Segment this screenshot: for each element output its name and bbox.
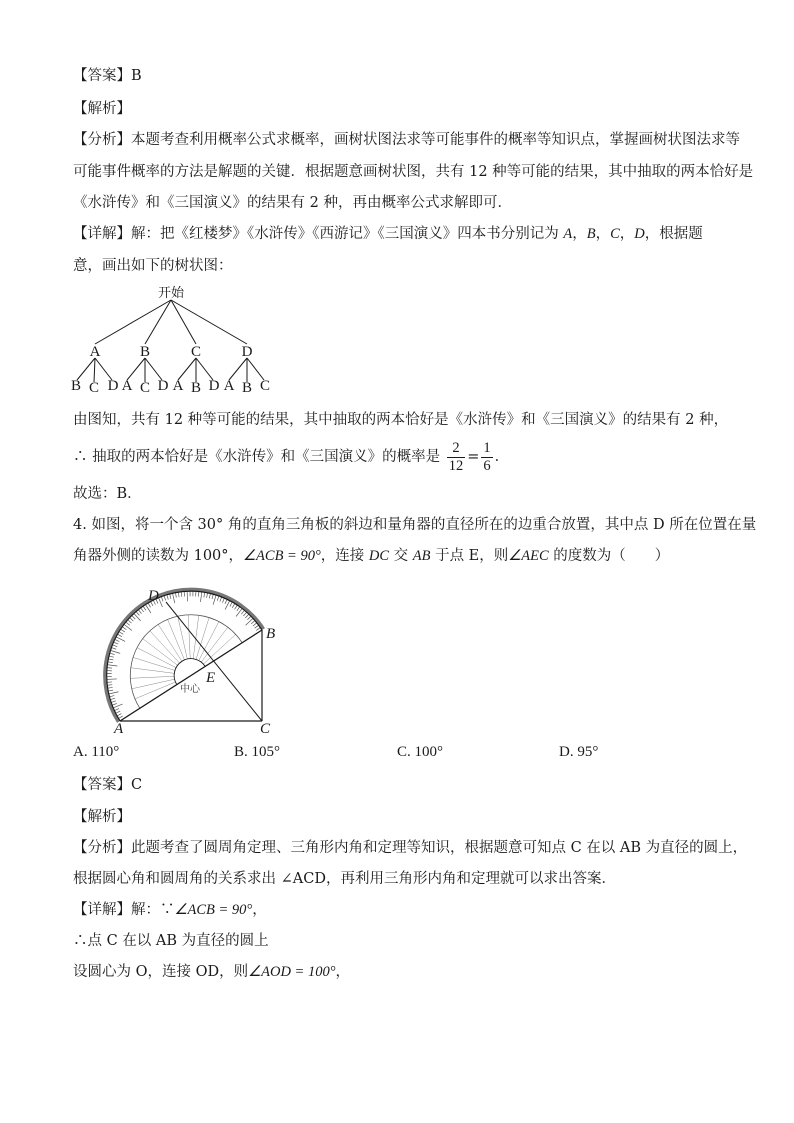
q4-detail-line-2: ∴点 C 在以 AB 为直径的圆上 <box>73 933 269 949</box>
fraction-numerator: 2 <box>447 440 466 458</box>
protractor-tick <box>141 608 144 612</box>
protractor-tick <box>122 627 126 630</box>
q4-analysis-line-1: 【分析】此题考查了圆周角定理、三角形内角和定理等知识，根据题意可知点 C 在以 AB 为直径的圆上， <box>73 840 748 856</box>
point-label-e: E <box>206 670 216 686</box>
protractor-tick <box>107 685 112 686</box>
protractor-tick <box>109 656 114 657</box>
tree-leaf: C <box>88 380 100 396</box>
protractor-tick <box>119 632 123 635</box>
protractor-tick <box>108 690 113 691</box>
protractor-spoke <box>203 634 235 664</box>
protractor-tick <box>114 709 119 711</box>
segment-ab: AB <box>412 548 431 564</box>
protractor-tick <box>246 618 253 625</box>
q3-detail-line-2: 意，画出如下的树状图： <box>73 258 233 274</box>
protractor-tick <box>126 622 130 625</box>
protractor-spoke <box>158 624 182 661</box>
protractor-tick <box>212 594 213 599</box>
protractor-tick <box>121 629 125 632</box>
protractor-spoke <box>130 676 174 678</box>
tree-leaf: B <box>241 380 253 396</box>
fraction-denominator: 12 <box>448 457 464 474</box>
tree-diagram <box>68 284 288 394</box>
protractor-tick <box>232 603 235 607</box>
protractor-tick <box>128 620 132 623</box>
tree-node-c: C <box>190 344 202 360</box>
protractor-tick <box>220 597 222 602</box>
period: ． <box>494 449 510 465</box>
var-c: C <box>610 226 620 242</box>
protractor-tick <box>245 614 248 618</box>
angle-aod: ∠AOD = 100° <box>248 964 336 980</box>
protractor-tick <box>181 592 182 597</box>
q4-stem-text-c: 交 <box>389 548 413 564</box>
protractor-tick <box>117 714 121 716</box>
angle-aec: ∠AEC <box>508 548 549 564</box>
q4-stem-text-b: ，连接 <box>320 548 369 564</box>
q3-analysis-line-2: 可能事件概率的方法是解题的关键．根据题意画树状图，共有 12 种等可能的结果，其中抽取的两本恰好是 <box>73 164 754 180</box>
tree-node-b: B <box>139 344 151 360</box>
angle-acb-detail: ∠ACB = 90° <box>174 902 253 918</box>
protractor-tick <box>117 634 121 636</box>
tree-leaf: C <box>139 380 151 396</box>
protractor-tick <box>110 698 115 699</box>
q4-analysis-line-2: 根据圆心角和圆周角的关系求出 ∠ACD，再利用三角形内角和定理就可以求出答案． <box>73 871 616 887</box>
q3-analysis-line-1: 【分析】本题考查利用概率公式求概率，画树状图法求等可能事件的概率等知识点，掌握画树状图法求等 <box>73 132 740 148</box>
protractor-tick <box>136 612 139 616</box>
option-a[interactable]: A. 110° <box>73 744 120 760</box>
protractor-tick <box>253 623 257 626</box>
tree-leaf: D <box>157 378 169 394</box>
protractor-tick <box>132 616 136 620</box>
protractor-tick <box>108 662 113 663</box>
protractor-tick <box>213 595 216 605</box>
protractor-tick <box>204 592 205 597</box>
option-c[interactable]: C. 100° <box>397 744 444 760</box>
protractor-tick <box>237 607 240 611</box>
protractor-tick <box>111 701 116 703</box>
point-label-c: C <box>260 721 271 737</box>
protractor-tick <box>170 594 171 599</box>
q3-analysis-line-3: 《水浒传》和《三国演义》的结果有 2 种，再由概率公式求解即可． <box>73 195 512 211</box>
option-b[interactable]: B. 105° <box>234 744 281 760</box>
point-label-a: A <box>114 721 124 737</box>
q4-detail-text-a: 【详解】解：∵ <box>73 902 175 918</box>
protractor-rim <box>105 589 264 722</box>
protractor-tick <box>255 625 259 628</box>
protractor-tick <box>112 703 117 705</box>
q4-stem-line-2 <box>73 546 669 566</box>
q3-detail-text-b: ，根据题 <box>644 226 703 242</box>
protractor-tick <box>247 616 251 620</box>
tree-leaf: A <box>121 378 133 394</box>
tree-leaf: D <box>208 378 220 394</box>
fraction-denominator: 6 <box>483 457 491 474</box>
protractor-spoke <box>131 668 174 674</box>
protractor-tick <box>118 716 122 719</box>
protractor-tick <box>110 653 115 654</box>
protractor-tick <box>167 595 168 600</box>
protractor-tick <box>109 696 114 697</box>
protractor-spoke <box>143 639 178 666</box>
q4-stem-line-1: 4. 如图，将一个含 30° 角的直角三角板的斜边和量角器的直径所在的边重合放置，其中点 D 所在位置在量 <box>73 517 757 533</box>
q4-answer: 【答案】C <box>73 777 143 793</box>
protractor-ticks <box>105 589 264 722</box>
tree-leaf: B <box>190 380 202 396</box>
protractor-tick <box>161 597 163 602</box>
fraction-numerator: 1 <box>483 439 491 456</box>
protractor-tick <box>235 605 238 609</box>
q4-stem-text-d: 于点 E，则 <box>430 548 509 564</box>
protractor-tick <box>173 593 175 603</box>
protractor-tick <box>243 612 246 616</box>
q4-stem-text-e: 的度数为（ ） <box>548 548 670 564</box>
q3-detail-line-1: 【详解】解：把《红楼梦》《水浒传》《西游记》《三国演义》四本书分别记为 A，B，C，D，根据题 <box>73 226 703 242</box>
protractor-spoke <box>168 619 185 659</box>
q4-detail-line-3 <box>73 962 350 982</box>
fraction-2-12 <box>447 440 466 475</box>
protractor-tick <box>164 596 166 601</box>
protractor-tick <box>130 618 134 621</box>
protractor-tick <box>111 648 116 650</box>
protractor-figure <box>110 586 310 736</box>
protractor-tick <box>138 610 141 614</box>
q4-analysis-title: 【解析】 <box>73 809 131 825</box>
point-label-b: B <box>266 626 276 642</box>
tree-leaf: D <box>107 378 119 394</box>
protractor-spoke <box>135 682 175 699</box>
protractor-tick <box>112 645 117 647</box>
protractor-tick <box>108 659 113 660</box>
protractor-tick <box>236 608 242 616</box>
protractor-tick <box>116 711 121 713</box>
segment-dc: DC <box>368 548 390 564</box>
protractor-tick <box>143 606 146 610</box>
option-d[interactable]: D. 95° <box>559 744 599 760</box>
protractor-tick <box>217 596 219 601</box>
protractor-tick <box>124 624 132 630</box>
protractor-tick <box>178 592 179 597</box>
q4-detail-text-3c: ， <box>335 964 351 980</box>
q3-result-text: ∴ 抽取的两本恰好是《水浒传》和《三国演义》的概率是 <box>73 449 441 465</box>
var-b: B <box>586 226 596 242</box>
protractor-spoke <box>150 631 180 663</box>
q3-result-line-1: 由图知，共有 12 种等可能的结果，其中抽取的两本恰好是《水浒传》和《三国演义》的结果有 2 种， <box>73 412 729 428</box>
angle-acb: ∠ACB = 90° <box>243 548 321 564</box>
fraction-1-6 <box>481 440 492 475</box>
tree-leaf: C <box>259 378 271 394</box>
q3-analysis-title: 【解析】 <box>73 101 131 117</box>
protractor-tick <box>241 610 244 614</box>
q3-result-line-2 <box>73 438 509 476</box>
protractor-spoke <box>201 627 228 662</box>
q4-stem-text-a: 角器外侧的读数为 100°， <box>73 548 244 564</box>
tree-root: 开始 <box>157 286 185 301</box>
tree-node-d: D <box>241 344 253 360</box>
equals-sign: = <box>467 449 480 465</box>
protractor-tick <box>114 642 119 644</box>
protractor-tick <box>108 687 113 688</box>
q3-answer: 【答案】B <box>73 68 142 84</box>
protractor-tick <box>109 692 119 694</box>
tree-leaf: A <box>223 378 235 394</box>
protractor-tick <box>230 602 232 606</box>
tree-node-a: A <box>89 344 101 360</box>
protractor-tick <box>115 639 120 641</box>
protractor-tick <box>200 592 201 602</box>
q3-detail-text-a: 【详解】解：把《红楼梦》《水浒传》《西游记》《三国演义》四本书分别记为 <box>73 226 564 242</box>
point-label-d: D <box>148 588 159 604</box>
tree-leaf: A <box>172 378 184 394</box>
protractor-spoke <box>188 615 190 659</box>
protractor-tick <box>225 599 227 604</box>
q4-detail-text-3a: 设圆心为 O，连接 OD，则 <box>73 964 249 980</box>
protractor-center-label: 中心 <box>180 684 200 695</box>
q3-choose: 故选：B． <box>73 486 142 502</box>
q4-detail-text-c: ， <box>252 902 267 918</box>
var-d: D <box>634 226 645 242</box>
tree-leaf: B <box>70 378 82 394</box>
protractor-tick <box>209 593 210 598</box>
protractor-outer-arc <box>107 591 262 721</box>
q4-detail-line-1 <box>73 900 267 920</box>
protractor-tick <box>111 650 121 653</box>
protractor-tick <box>175 593 176 598</box>
protractor-tick <box>134 613 141 620</box>
protractor-tick <box>207 593 208 598</box>
protractor-tick <box>107 665 117 666</box>
protractor-tick <box>222 598 224 603</box>
protractor-tick <box>251 621 255 624</box>
protractor-spoke <box>132 679 175 689</box>
var-a: A <box>563 226 573 242</box>
segment-ab-line <box>120 630 262 721</box>
protractor-tick <box>256 628 260 631</box>
protractor-tick <box>146 605 151 614</box>
